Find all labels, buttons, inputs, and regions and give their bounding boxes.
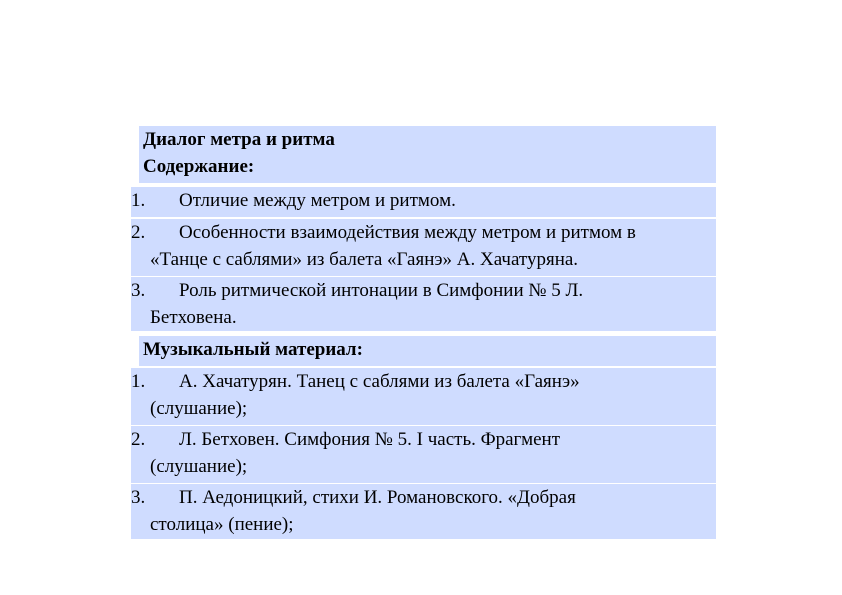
- list-item-text-continued: столица» (пение);: [150, 514, 294, 535]
- list-item-text: П. Аедоницкий, стихи И. Романовского. «Добрая: [179, 487, 576, 508]
- list-number: 1.: [131, 190, 146, 211]
- list-number: 3.: [131, 280, 146, 301]
- material-item-1: [131, 368, 716, 425]
- list-item-text-continued: (слушание);: [150, 456, 248, 477]
- list-item-text: Особенности взаимодействия между метром и ритмом в: [179, 222, 636, 243]
- list-item-text: Отличие между метром и ритмом.: [179, 190, 456, 211]
- list-number: 1.: [131, 371, 146, 392]
- content-heading: Содержание:: [139, 153, 716, 183]
- list-item-text-continued: Бетховена.: [150, 307, 237, 328]
- document-title: Диалог метра и ритма: [139, 126, 716, 153]
- list-item-text: А. Хачатурян. Танец с саблями из балета «Гаянэ»: [179, 371, 580, 392]
- list-number: 2.: [131, 222, 146, 243]
- list-item-text-continued: (слушание);: [150, 398, 248, 419]
- list-item-text: Роль ритмической интонации в Симфонии № 5 Л.: [179, 280, 584, 301]
- content-item-1: [131, 187, 716, 217]
- list-item-text-continued: «Танце с саблями» из балета «Гаянэ» А. Хачатуряна.: [150, 249, 579, 270]
- list-number: 2.: [131, 429, 146, 450]
- list-number: 3.: [131, 487, 146, 508]
- list-item-text: Л. Бетховен. Симфония № 5. I часть. Фрагмент: [179, 429, 561, 450]
- material-item-3: [131, 484, 716, 539]
- content-item-2: [131, 219, 716, 276]
- material-heading: Музыкальный материал:: [139, 336, 716, 366]
- content-item-3: [131, 277, 716, 331]
- material-item-2: [131, 426, 716, 483]
